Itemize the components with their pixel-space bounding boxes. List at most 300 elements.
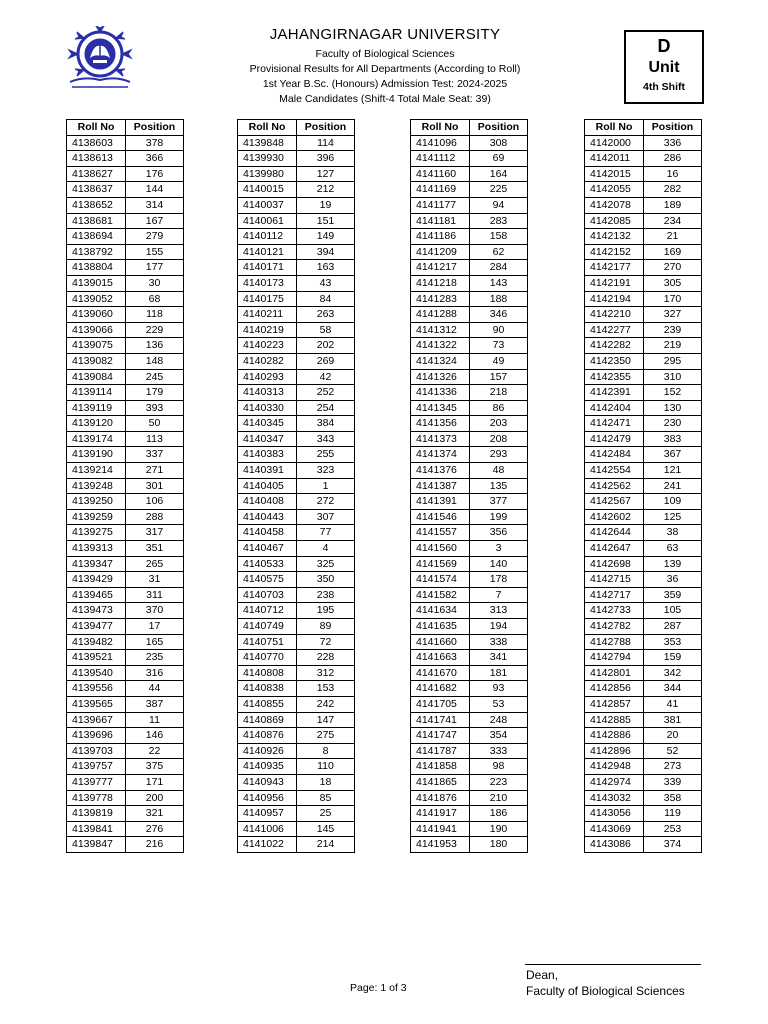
roll-cell: 4141356 — [411, 416, 470, 432]
roll-cell: 4139190 — [67, 447, 126, 463]
position-cell: 199 — [470, 509, 528, 525]
roll-cell: 4142055 — [585, 182, 644, 198]
position-cell: 273 — [644, 759, 702, 775]
position-cell: 194 — [470, 619, 528, 635]
table-row — [585, 463, 702, 479]
table-row — [238, 385, 355, 401]
position-cell: 275 — [297, 728, 355, 744]
table-row — [67, 244, 184, 260]
roll-cell: 4140935 — [238, 759, 297, 775]
position-cell: 171 — [126, 774, 184, 790]
position-cell: 113 — [126, 431, 184, 447]
signature-line — [525, 964, 701, 965]
table-row — [411, 774, 528, 790]
roll-cell: 4142078 — [585, 197, 644, 213]
table-row — [411, 197, 528, 213]
roll-cell: 4142085 — [585, 213, 644, 229]
table-row — [238, 307, 355, 323]
table-row — [67, 260, 184, 276]
table-row — [585, 525, 702, 541]
position-cell: 343 — [297, 431, 355, 447]
roll-cell: 4141096 — [411, 135, 470, 151]
table-row — [585, 322, 702, 338]
position-cell: 189 — [644, 197, 702, 213]
roll-cell: 4139930 — [238, 151, 297, 167]
table-row — [238, 291, 355, 307]
position-cell: 284 — [470, 260, 528, 276]
roll-cell: 4140838 — [238, 681, 297, 697]
roll-cell: 4142856 — [585, 681, 644, 697]
roll-cell: 4142733 — [585, 603, 644, 619]
table-row — [411, 837, 528, 853]
position-cell: 157 — [470, 369, 528, 385]
position-cell: 354 — [470, 728, 528, 744]
position-cell: 316 — [126, 665, 184, 681]
position-cell: 377 — [470, 494, 528, 510]
position-cell: 93 — [470, 681, 528, 697]
roll-cell: 4139313 — [67, 541, 126, 557]
position-cell: 374 — [644, 837, 702, 853]
roll-cell: 4140408 — [238, 494, 297, 510]
position-cell: 295 — [644, 353, 702, 369]
table-row — [67, 806, 184, 822]
position-cell: 208 — [470, 431, 528, 447]
roll-cell: 4139482 — [67, 634, 126, 650]
roll-cell: 4142647 — [585, 541, 644, 557]
roll-cell: 4142277 — [585, 322, 644, 338]
position-cell: 179 — [126, 385, 184, 401]
position-header: Position — [644, 120, 702, 136]
table-row — [585, 447, 702, 463]
roll-cell: 4141376 — [411, 463, 470, 479]
table-row — [238, 837, 355, 853]
position-cell: 279 — [126, 229, 184, 245]
roll-cell: 4142562 — [585, 478, 644, 494]
table-row — [67, 759, 184, 775]
position-cell: 152 — [644, 385, 702, 401]
table-row — [411, 166, 528, 182]
table-row — [238, 197, 355, 213]
table-row — [585, 353, 702, 369]
position-cell: 381 — [644, 712, 702, 728]
table-row — [411, 806, 528, 822]
roll-cell: 4141941 — [411, 821, 470, 837]
position-cell: 53 — [470, 696, 528, 712]
dean-title: Dean, — [526, 968, 559, 982]
position-cell: 44 — [126, 681, 184, 697]
table-row — [238, 619, 355, 635]
table-row — [411, 213, 528, 229]
table-row — [67, 353, 184, 369]
roll-cell: 4139473 — [67, 603, 126, 619]
roll-cell: 4139259 — [67, 509, 126, 525]
roll-cell: 4141705 — [411, 696, 470, 712]
roll-cell: 4143032 — [585, 790, 644, 806]
roll-cell: 4143086 — [585, 837, 644, 853]
table-row — [411, 291, 528, 307]
table-row — [238, 743, 355, 759]
position-cell: 7 — [470, 587, 528, 603]
table-row — [411, 759, 528, 775]
position-cell: 210 — [470, 790, 528, 806]
roll-cell: 4141876 — [411, 790, 470, 806]
roll-cell: 4140061 — [238, 213, 297, 229]
roll-cell: 4140703 — [238, 587, 297, 603]
position-cell: 325 — [297, 556, 355, 572]
position-cell: 42 — [297, 369, 355, 385]
position-cell: 19 — [297, 197, 355, 213]
roll-cell: 4142404 — [585, 400, 644, 416]
position-cell: 155 — [126, 244, 184, 260]
table-row — [411, 603, 528, 619]
table-row — [67, 385, 184, 401]
roll-cell: 4139556 — [67, 681, 126, 697]
position-cell: 148 — [126, 353, 184, 369]
roll-cell: 4141387 — [411, 478, 470, 494]
table-row — [238, 182, 355, 198]
table-row — [411, 416, 528, 432]
roll-cell: 4140751 — [238, 634, 297, 650]
table-row — [411, 634, 528, 650]
table-row — [585, 759, 702, 775]
table-row — [585, 634, 702, 650]
roll-cell: 4141670 — [411, 665, 470, 681]
position-cell: 359 — [644, 587, 702, 603]
table-row — [585, 541, 702, 557]
shift-label: 4th Shift — [643, 81, 685, 93]
roll-cell: 4140293 — [238, 369, 297, 385]
position-cell: 3 — [470, 541, 528, 557]
roll-cell: 4141283 — [411, 291, 470, 307]
roll-cell: 4139703 — [67, 743, 126, 759]
page-number: Page: 1 of 3 — [350, 982, 407, 994]
position-cell: 219 — [644, 338, 702, 354]
roll-cell: 4142885 — [585, 712, 644, 728]
position-cell: 305 — [644, 275, 702, 291]
position-cell: 114 — [297, 135, 355, 151]
table-row — [411, 587, 528, 603]
position-cell: 139 — [644, 556, 702, 572]
roll-cell: 4141546 — [411, 509, 470, 525]
roll-cell: 4141006 — [238, 821, 297, 837]
table-row — [67, 447, 184, 463]
table-row — [238, 431, 355, 447]
position-cell: 270 — [644, 260, 702, 276]
table-header-row — [238, 120, 355, 136]
table-row — [585, 229, 702, 245]
table-row — [411, 681, 528, 697]
table-row — [67, 478, 184, 494]
position-cell: 313 — [470, 603, 528, 619]
table-row — [411, 275, 528, 291]
table-row — [411, 572, 528, 588]
roll-cell: 4139757 — [67, 759, 126, 775]
position-cell: 241 — [644, 478, 702, 494]
position-cell: 30 — [126, 275, 184, 291]
roll-cell: 4140876 — [238, 728, 297, 744]
roll-cell: 4139777 — [67, 774, 126, 790]
position-cell: 62 — [470, 244, 528, 260]
position-cell: 253 — [644, 821, 702, 837]
position-cell: 242 — [297, 696, 355, 712]
table-header-row — [585, 120, 702, 136]
table-row — [411, 182, 528, 198]
roll-cell: 4141682 — [411, 681, 470, 697]
roll-cell: 4140211 — [238, 307, 297, 323]
position-cell: 109 — [644, 494, 702, 510]
table-row — [67, 728, 184, 744]
table-row — [411, 135, 528, 151]
position-cell: 63 — [644, 541, 702, 557]
position-cell: 84 — [297, 291, 355, 307]
position-cell: 384 — [297, 416, 355, 432]
roll-cell: 4142484 — [585, 447, 644, 463]
roll-cell: 4139477 — [67, 619, 126, 635]
position-cell: 287 — [644, 619, 702, 635]
roll-cell: 4142471 — [585, 416, 644, 432]
table-row — [67, 135, 184, 151]
position-cell: 312 — [297, 665, 355, 681]
roll-cell: 4141217 — [411, 260, 470, 276]
roll-cell: 4140345 — [238, 416, 297, 432]
roll-cell: 4142355 — [585, 369, 644, 385]
roll-cell: 4141953 — [411, 837, 470, 853]
position-cell: 176 — [126, 166, 184, 182]
table-row — [238, 463, 355, 479]
position-cell: 153 — [297, 681, 355, 697]
table-row — [411, 229, 528, 245]
table-row — [585, 338, 702, 354]
table-row — [67, 182, 184, 198]
position-cell: 338 — [470, 634, 528, 650]
table-row — [67, 338, 184, 354]
roll-cell: 4138627 — [67, 166, 126, 182]
roll-cell: 4142717 — [585, 587, 644, 603]
roll-cell: 4140770 — [238, 650, 297, 666]
table-row — [411, 244, 528, 260]
document-header — [200, 26, 570, 107]
table-row — [238, 151, 355, 167]
table-row — [411, 322, 528, 338]
position-cell: 158 — [470, 229, 528, 245]
roll-cell: 4140313 — [238, 385, 297, 401]
table-row — [238, 353, 355, 369]
position-cell: 48 — [470, 463, 528, 479]
position-cell: 308 — [470, 135, 528, 151]
position-cell: 225 — [470, 182, 528, 198]
roll-cell: 4141022 — [238, 837, 297, 853]
position-cell: 106 — [126, 494, 184, 510]
position-cell: 203 — [470, 416, 528, 432]
roll-cell: 4141557 — [411, 525, 470, 541]
table-row — [67, 774, 184, 790]
position-cell: 252 — [297, 385, 355, 401]
table-row — [238, 556, 355, 572]
table-row — [238, 322, 355, 338]
position-cell: 327 — [644, 307, 702, 323]
faculty-name: Faculty of Biological Sciences — [315, 48, 455, 60]
position-cell: 276 — [126, 821, 184, 837]
table-row — [411, 541, 528, 557]
table-row — [67, 572, 184, 588]
table-row — [67, 712, 184, 728]
position-cell: 11 — [126, 712, 184, 728]
table-row — [238, 229, 355, 245]
roll-cell: 4139848 — [238, 135, 297, 151]
roll-cell: 4141312 — [411, 322, 470, 338]
table-row — [238, 650, 355, 666]
roll-cell: 4141160 — [411, 166, 470, 182]
position-cell: 22 — [126, 743, 184, 759]
roll-cell: 4139250 — [67, 494, 126, 510]
roll-cell: 4139060 — [67, 307, 126, 323]
position-cell: 49 — [470, 353, 528, 369]
position-cell: 228 — [297, 650, 355, 666]
roll-cell: 4141345 — [411, 400, 470, 416]
position-cell: 119 — [644, 806, 702, 822]
table-row — [238, 166, 355, 182]
unit-box — [624, 30, 704, 104]
roll-cell: 4141322 — [411, 338, 470, 354]
position-cell: 218 — [470, 385, 528, 401]
position-cell: 136 — [126, 338, 184, 354]
table-row — [238, 400, 355, 416]
table-row — [238, 572, 355, 588]
roll-cell: 4141574 — [411, 572, 470, 588]
roll-cell: 4142479 — [585, 431, 644, 447]
table-row — [585, 244, 702, 260]
position-cell: 396 — [297, 151, 355, 167]
roll-header: Roll No — [67, 120, 126, 136]
table-row — [411, 307, 528, 323]
position-cell: 31 — [126, 572, 184, 588]
roll-cell: 4141374 — [411, 447, 470, 463]
table-row — [585, 400, 702, 416]
roll-cell: 4140749 — [238, 619, 297, 635]
table-row — [67, 556, 184, 572]
roll-cell: 4142177 — [585, 260, 644, 276]
position-cell: 159 — [644, 650, 702, 666]
position-cell: 234 — [644, 213, 702, 229]
position-cell: 121 — [644, 463, 702, 479]
roll-cell: 4138637 — [67, 182, 126, 198]
roll-cell: 4139465 — [67, 587, 126, 603]
position-cell: 94 — [470, 197, 528, 213]
roll-cell: 4140533 — [238, 556, 297, 572]
table-row — [238, 696, 355, 712]
position-cell: 170 — [644, 291, 702, 307]
position-cell: 180 — [470, 837, 528, 853]
roll-cell: 4140015 — [238, 182, 297, 198]
roll-cell: 4139847 — [67, 837, 126, 853]
roll-cell: 4142698 — [585, 556, 644, 572]
table-row — [585, 151, 702, 167]
table-row — [67, 743, 184, 759]
roll-cell: 4140575 — [238, 572, 297, 588]
table-row — [411, 260, 528, 276]
roll-cell: 4138603 — [67, 135, 126, 151]
position-cell: 383 — [644, 431, 702, 447]
roll-cell: 4139429 — [67, 572, 126, 588]
roll-cell: 4140943 — [238, 774, 297, 790]
roll-cell: 4140957 — [238, 806, 297, 822]
roll-cell: 4142000 — [585, 135, 644, 151]
table-row — [238, 447, 355, 463]
position-cell: 20 — [644, 728, 702, 744]
table-row — [238, 634, 355, 650]
roll-cell: 4141560 — [411, 541, 470, 557]
table-row — [238, 681, 355, 697]
roll-cell: 4141858 — [411, 759, 470, 775]
position-cell: 130 — [644, 400, 702, 416]
position-cell: 271 — [126, 463, 184, 479]
position-cell: 265 — [126, 556, 184, 572]
table-row — [585, 291, 702, 307]
position-cell: 140 — [470, 556, 528, 572]
table-row — [67, 322, 184, 338]
table-row — [585, 416, 702, 432]
roll-header: Roll No — [238, 120, 297, 136]
position-cell: 1 — [297, 478, 355, 494]
table-row — [238, 525, 355, 541]
position-cell: 177 — [126, 260, 184, 276]
position-cell: 263 — [297, 307, 355, 323]
table-row — [411, 478, 528, 494]
roll-cell: 4142857 — [585, 696, 644, 712]
roll-cell: 4139667 — [67, 712, 126, 728]
table-row — [238, 728, 355, 744]
position-cell: 169 — [644, 244, 702, 260]
table-row — [238, 509, 355, 525]
table-row — [238, 665, 355, 681]
table-row — [411, 494, 528, 510]
table-row — [411, 728, 528, 744]
position-cell: 186 — [470, 806, 528, 822]
table-row — [67, 291, 184, 307]
roll-cell: 4140223 — [238, 338, 297, 354]
position-cell: 283 — [470, 213, 528, 229]
table-row — [67, 650, 184, 666]
position-cell: 21 — [644, 229, 702, 245]
roll-cell: 4139114 — [67, 385, 126, 401]
position-cell: 163 — [297, 260, 355, 276]
table-row — [411, 790, 528, 806]
position-cell: 255 — [297, 447, 355, 463]
table-row — [67, 151, 184, 167]
roll-cell: 4140926 — [238, 743, 297, 759]
roll-cell: 4140391 — [238, 463, 297, 479]
position-cell: 164 — [470, 166, 528, 182]
table-row — [67, 619, 184, 635]
table-row — [67, 213, 184, 229]
position-cell: 125 — [644, 509, 702, 525]
roll-cell: 4139275 — [67, 525, 126, 541]
roll-cell: 4142194 — [585, 291, 644, 307]
position-cell: 350 — [297, 572, 355, 588]
roll-cell: 4139084 — [67, 369, 126, 385]
position-cell: 85 — [297, 790, 355, 806]
results-table-1 — [66, 119, 184, 853]
table-row — [411, 509, 528, 525]
table-row — [585, 806, 702, 822]
roll-cell: 4142801 — [585, 665, 644, 681]
position-cell: 202 — [297, 338, 355, 354]
table-row — [585, 728, 702, 744]
university-logo — [64, 26, 136, 92]
position-cell: 353 — [644, 634, 702, 650]
roll-cell: 4139015 — [67, 275, 126, 291]
roll-cell: 4138652 — [67, 197, 126, 213]
